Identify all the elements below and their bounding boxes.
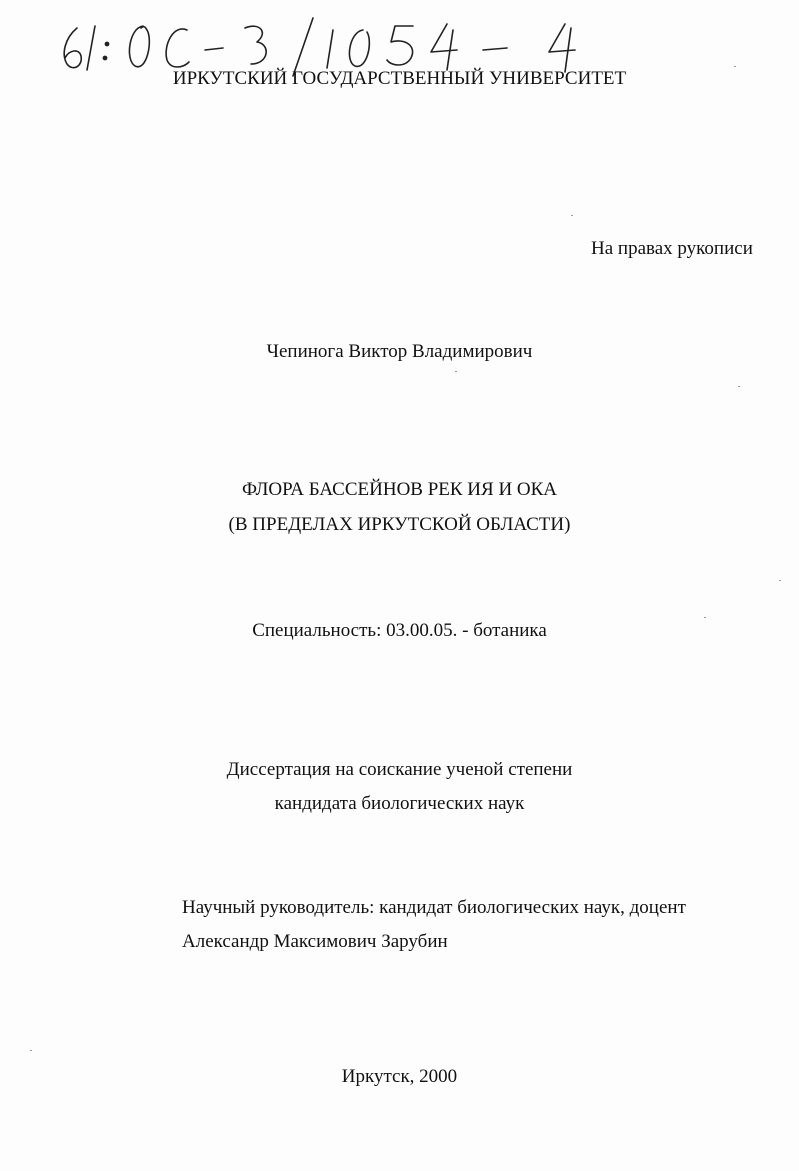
place-year: Иркутск, 2000 [341, 1066, 458, 1087]
scan-speck [704, 617, 706, 618]
dissertation-line-2: кандидата биологических наук [274, 793, 525, 814]
scan-speck [779, 580, 781, 581]
title-line-1: ФЛОРА БАССЕЙНОВ РЕК ИЯ И ОКА [241, 479, 558, 500]
scan-speck [571, 215, 573, 216]
supervisor-line-2: Александр Максимович Зарубин [182, 931, 448, 952]
university-name: ИРКУТСКИЙ ГОСУДАРСТВЕННЫЙ УНИВЕРСИТЕТ [172, 68, 627, 89]
scan-speck [30, 1050, 32, 1051]
title-line-2: (В ПРЕДЕЛАХ ИРКУТСКОЙ ОБЛАСТИ) [228, 514, 571, 535]
scan-speck [738, 386, 740, 387]
scan-speck [734, 66, 736, 67]
dissertation-line-1: Диссертация на соискание ученой степени [226, 759, 573, 780]
supervisor-line-1: Научный руководитель: кандидат биологических наук, доцент [182, 897, 686, 918]
scan-speck [455, 371, 457, 372]
rights-note: На правах рукописи [591, 238, 753, 259]
specialty: Специальность: 03.00.05. - ботаника [252, 620, 547, 641]
author-name: Чепинога Виктор Владимирович [266, 341, 533, 362]
